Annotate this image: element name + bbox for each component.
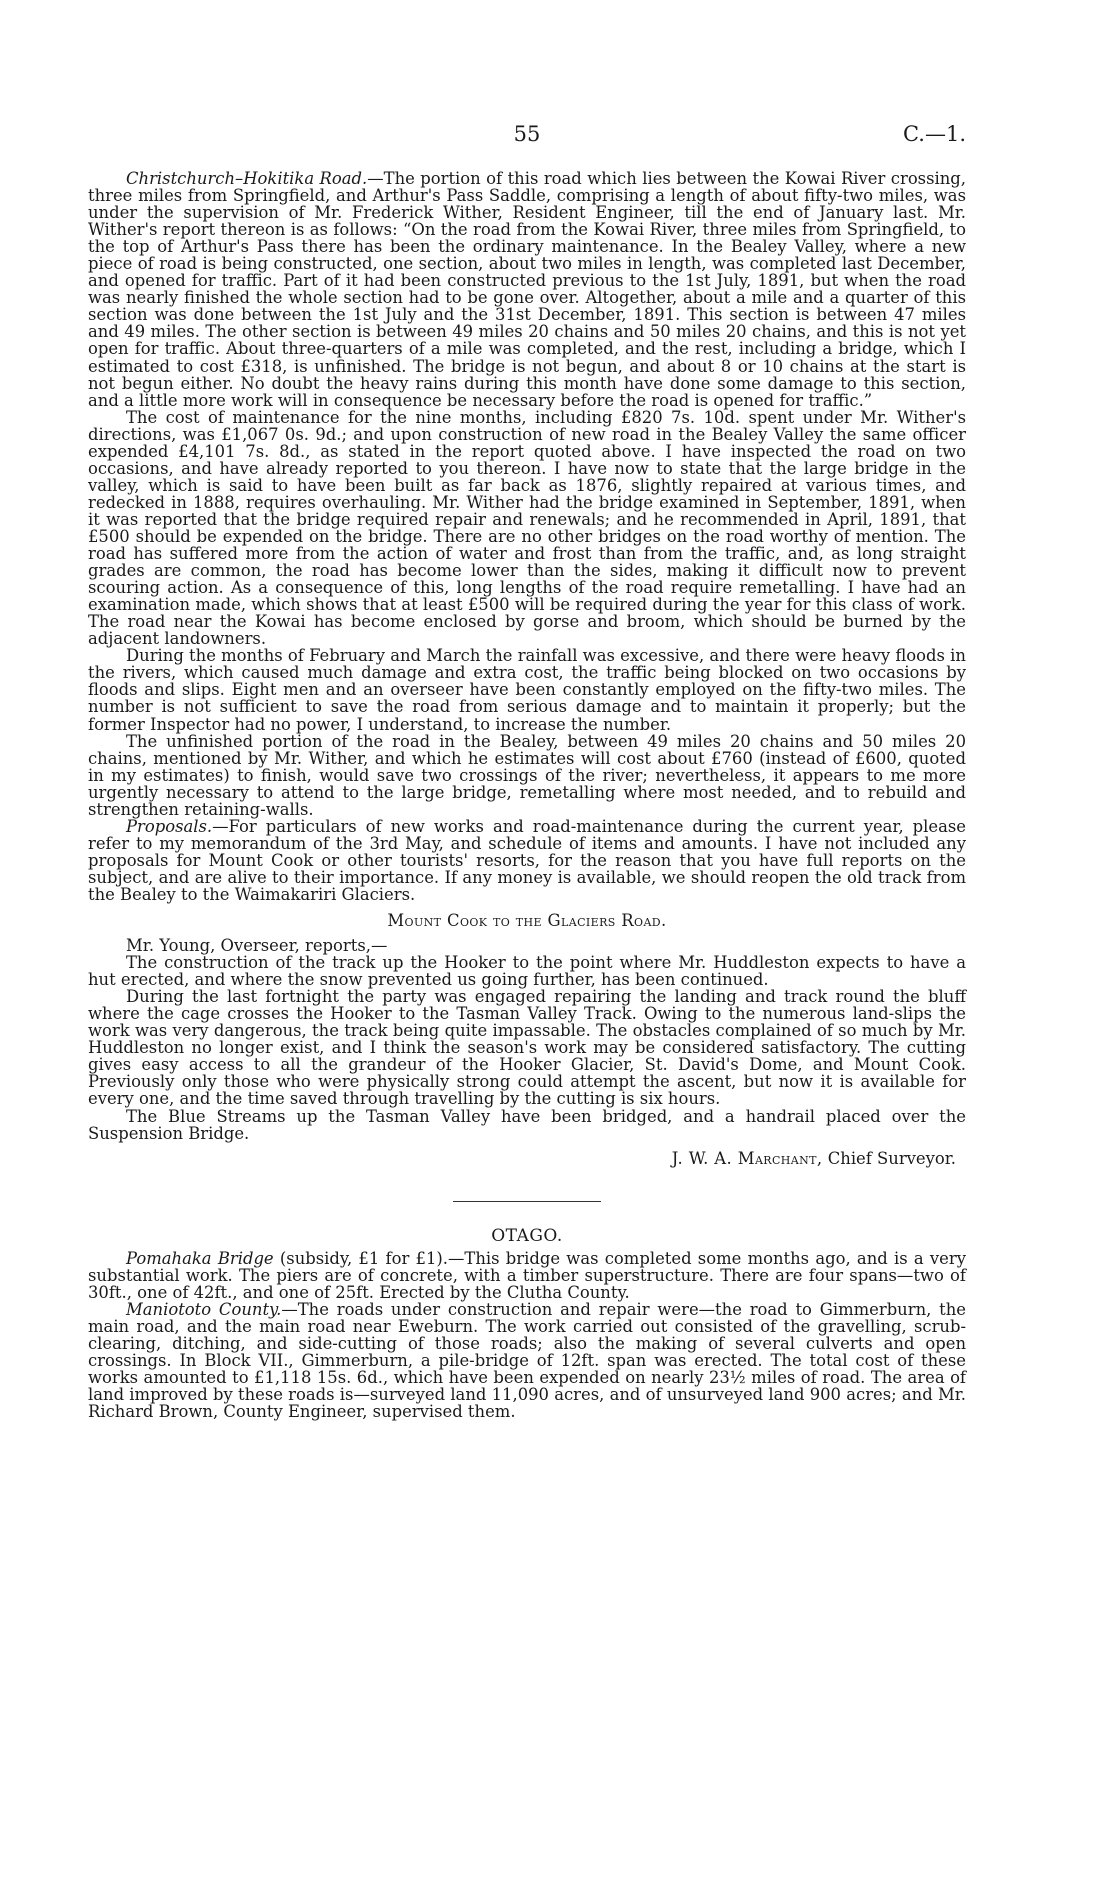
paragraph: The construction of the track up the Hooker to the point where Mr. Huddleston expects to have a hut erected, and where the snow prevented us going further, has been continued. [88,953,966,990]
paragraph [88,1301,966,1420]
paragraph: The cost of maintenance for the nine months, including £820 7s. 10d. spent under Mr. Wither's directions, was £1,067 0s. 9d.; and upon construction of new road in the Bealey Valley the same officer expended £4,101 7s. 8d., as stated in the report quoted above. I have inspected the road on two occasions, and have already reported to you thereon. I have now to state that the large bridge in the valley, which is said to have been built as far back as 1876, slightly repaired at various times, and redecked in 1888, requires overhauling. Mr. Wither had the bridge examined in September, 1891, when it was reported that the bridge required repair and renewals; and he recommended in April, 1891, that £500 should be expended on the bridge. There are no other bridges on the road worthy of mention. The road has suffered more from the action of water and frost than from the traffic, and, as long straight grades are common, the road has become lower than the sides, making it difficult now to prevent scouring action. As a consequence of this, long lengths of the road require remetalling. I have had an examination made, which shows that at least £500 will be required during the year for this class of work. The road near the Kowai has become enclosed by gorse and broom, which should be burned by the adjacent landowners. [88,407,966,649]
paragraph-title: Maniototo County. [126,1299,282,1319]
document-page [88,0,966,1877]
paragraph-text: (subsidy, £1 for £1).—This bridge was completed some months ago, and is a very substantial work. The piers are of concrete, with a timber superstructure. There are four spans—two of 30ft., one of 42ft., and one of 25ft. Erected by the Clutha County. [88,1248,966,1302]
page-header [88,122,966,150]
paragraph-title: Pomahaka Bridge [126,1248,274,1268]
signature [88,1150,956,1167]
signature-name: J. W. A. Marchant, [671,1148,823,1168]
paragraph-text: —The roads under construction and repair were—the road to Gimmerburn, the main road, and the main road near Eweburn. The work carried out consisted of the gravelling, scrub-clearing, ditching, and side-cutting of those roads; also the making of several culverts and open crossings. In Block VII., Gimmerburn, a pile-bridge of 12ft. span was erected. The total cost of these works amounted to £1,118 15s. 6d., which have been expended on nearly 23½ miles of road. The area of land improved by these roads is—surveyed land 11,090 acres, and of unsurveyed land 900 acres; and Mr. Richard Brown, County Engineer, supervised them. [88,1299,966,1422]
paragraph: Mr. Young, Overseer, reports,— [126,936,388,956]
paragraph [88,1250,966,1301]
region-heading: OTAGO. [491,1225,563,1246]
document-reference: C.—1. [902,122,966,146]
paragraph: The Blue Streams up the Tasman Valley have been bridged, and a handrail placed over the Suspension Bridge. [88,1106,966,1143]
paragraph-title: Christchurch–Hokitika Road. [126,169,368,188]
page-number: 55 [513,122,541,146]
paragraph: During the months of February and March the rainfall was excessive, and there were heavy floods in the rivers, which caused much damage and extra cost, the traffic being blocked on two occasions by floods and slips. Eight men and an overseer have been constantly employed on the fifty-two miles. The number is not sufficient to save the road from serious damage and to maintain it properly; but the former Inspector had no power, I understand, to increase the number. [88,646,966,734]
section-heading: Mount Cook to the Glaciers Road. [387,911,667,931]
paragraph-title: Proposals. [126,816,213,836]
paragraph: During the last fortnight the party was engaged repairing the landing and track round the bluff where the cage crosses the Hooker to the Tasman Valley Track. Owing to the numerous land-slips the work was very dangerous, the track being quite impassable. The obstacles complained of so much by Mr. Huddleston no longer exist, and I think the season's work may be considered satisfactory. The cutting gives easy access to all the grandeur of the Hooker Glacier, St. David's Dome, and Mount Cook. Previously only those who were physically strong could attempt the ascent, but now it is available for every one, and the time saved through travelling by the cutting is six hours. [88,987,966,1109]
signature-title: Chief Surveyor. [827,1148,956,1168]
section-divider [453,1201,601,1202]
document-body [88,170,966,1420]
paragraph [88,170,966,409]
paragraph: The unfinished portion of the road in the Bealey, between 49 miles 20 chains and 50 miles 20 chains, mentioned by Mr. Wither, and which he estimates will cost about £760 (instead of £600, quoted in my estimates) to finish, would save two crossings of the river; nevertheless, it appears to me more urgently necessary to attend to the large bridge, remetalling where most needed, and to rebuild and strengthen retaining-walls. [88,731,966,819]
paragraph [88,818,966,903]
paragraph-text: —For particulars of new works and road-maintenance during the current year, please refer to my memorandum of the 3rd May, and schedule of items and amounts. I have not included any proposals for Mount Cook or other tourists' resorts, for the reason that you have full reports on the subject, and are alive to their importance. If any money is available, we should reopen the old track from the Bealey to the Waimakariri Glaciers. [88,816,966,904]
paragraph-text: —The portion of this road which lies between the Kowai River crossing, three miles from Springfield, and Arthur's Pass Saddle, comprising a length of about fifty-two miles, was under the supervision of Mr. Frederick Wither, Resident Engineer, till the end of January last. Mr. Wither's report thereon is as follows: “On the road from the Kowai River, three miles from Springfield, to the top of Arthur's Pass there has been the ordinary maintenance. In the Bealey Valley, where a new piece of road is being constructed, one section, about two miles in length, was completed last December, and opened for traffic. Part of it had been constructed previous to the 1st July, 1891, but when the road was nearly finished the whole section had to be gone over. Altogether, about a mile and a quarter of this section was done between the 1st July and the 31st December, 1891. This section is between 47 miles and 49 miles. The other section is between 49 miles 20 chains and 50 miles 20 chains, and this is not yet open for traffic. About three-quarters of a mile was completed, and the rest, including a bridge, which I estimated to cost £318, is unfinished. The bridge is not begun, and about 8 or 10 chains at the start is not begun either. No doubt the heavy rains during this month have done some damage to this section, and a little more work will in consequence be necessary before the road is opened for traffic.” [88,169,967,410]
